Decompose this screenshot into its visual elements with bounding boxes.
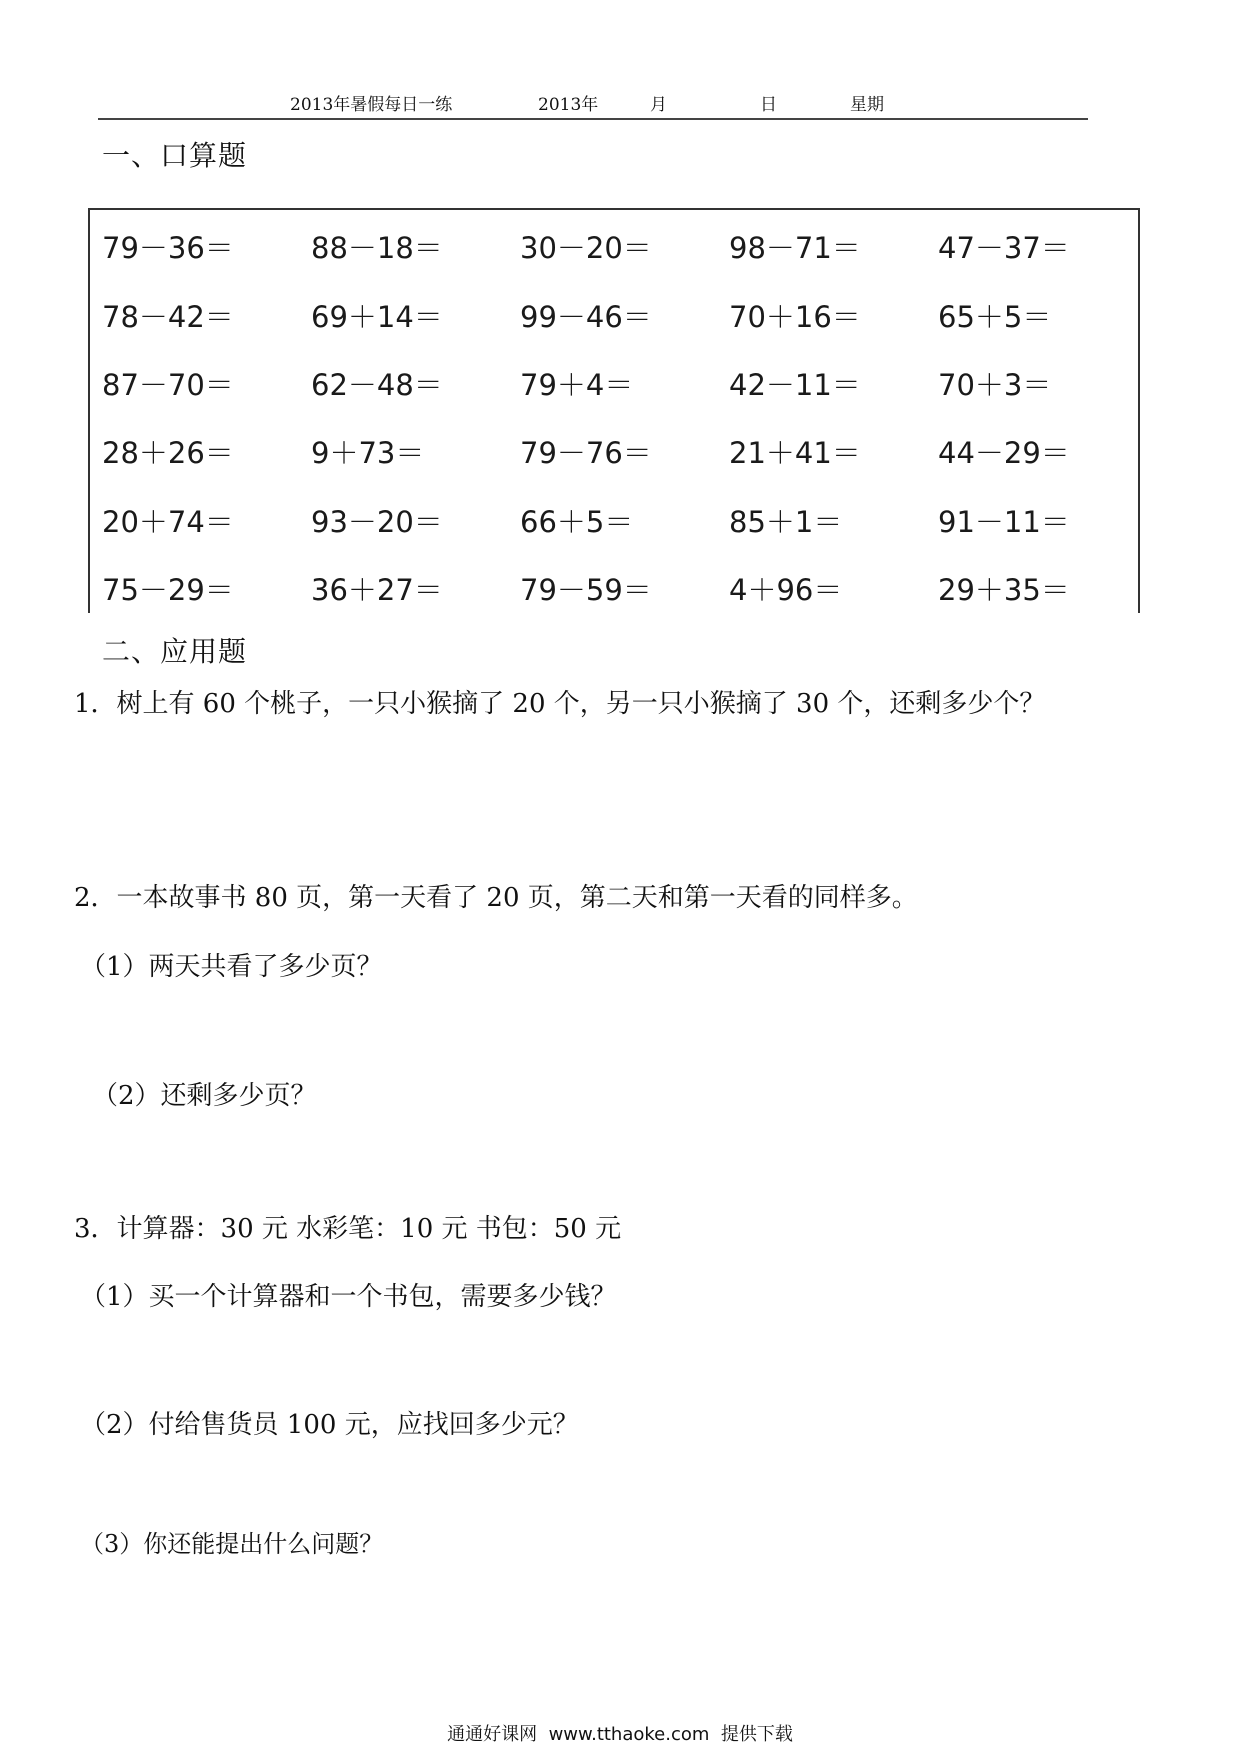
calc-cell: 9＋73＝ [311, 436, 425, 470]
calc-cell: 44－29＝ [938, 436, 1070, 470]
calc-cell: 79－59＝ [520, 573, 652, 607]
question-3-part-2: （2）付给售货员 100 元，应找回多少元？ [80, 1410, 579, 1440]
worksheet-header [98, 86, 1088, 120]
calc-cell: 29＋35＝ [938, 573, 1070, 607]
question-3: 3．计算器：30 元 水彩笔：10 元 书包：50 元 [74, 1214, 622, 1244]
calc-cell: 88－18＝ [311, 231, 443, 265]
calc-cell: 78－42＝ [102, 300, 234, 334]
calc-cell: 75－29＝ [102, 573, 234, 607]
header-month: 月 [650, 95, 667, 115]
section2-title: 二、应用题 [102, 635, 248, 668]
calc-row-6 [102, 568, 1142, 618]
footer-source: 通通好课网 www.tthaoke.com 提供下载 [447, 1724, 793, 1745]
calc-cell: 79－76＝ [520, 436, 652, 470]
section1-title: 一、口算题 [102, 139, 248, 172]
calc-cell: 70＋3＝ [938, 368, 1052, 402]
calc-cell: 47－37＝ [938, 231, 1070, 265]
calc-cell: 4＋96＝ [729, 573, 843, 607]
header-year: 2013年 [538, 95, 599, 115]
question-2: 2．一本故事书 80 页，第一天看了 20 页，第二天和第一天看的同样多。 [74, 883, 918, 913]
question-2-part-1: （1）两天共看了多少页？ [80, 952, 383, 982]
calc-cell: 87－70＝ [102, 368, 234, 402]
question-1: 1．树上有 60 个桃子，一只小猴摘了 20 个，另一只小猴摘了 30 个，还剩多少个？ [74, 689, 1046, 719]
question-3-part-1: （1）买一个计算器和一个书包，需要多少钱？ [80, 1282, 617, 1312]
calc-cell: 42－11＝ [729, 368, 861, 402]
calc-row-2 [102, 295, 1142, 345]
calc-cell: 79－36＝ [102, 231, 234, 265]
header-title: 2013年暑假每日一练 [290, 95, 453, 115]
header-day: 日 [760, 95, 777, 115]
calc-cell: 62－48＝ [311, 368, 443, 402]
calc-cell: 79＋4＝ [520, 368, 634, 402]
calc-cell: 69＋14＝ [311, 300, 443, 334]
calc-cell: 85＋1＝ [729, 505, 843, 539]
calc-cell: 91－11＝ [938, 505, 1070, 539]
calc-row-5 [102, 500, 1142, 550]
calc-row-4 [102, 431, 1142, 481]
calc-row-1 [102, 226, 1142, 276]
question-3-part-3: （3）你还能提出什么问题？ [80, 1530, 384, 1558]
calc-cell: 70＋16＝ [729, 300, 861, 334]
calc-cell: 66＋5＝ [520, 505, 634, 539]
calc-cell: 28＋26＝ [102, 436, 234, 470]
calc-cell: 93－20＝ [311, 505, 443, 539]
calc-cell: 36＋27＝ [311, 573, 443, 607]
calc-cell: 21＋41＝ [729, 436, 861, 470]
calc-cell: 20＋74＝ [102, 505, 234, 539]
calculation-table [88, 208, 1140, 613]
question-2-part-2: （2）还剩多少页？ [92, 1081, 317, 1111]
header-weekday: 星期 [850, 95, 884, 115]
calc-row-3 [102, 363, 1142, 413]
calc-cell: 65＋5＝ [938, 300, 1052, 334]
calc-cell: 99－46＝ [520, 300, 652, 334]
calc-cell: 98－71＝ [729, 231, 861, 265]
calc-cell: 30－20＝ [520, 231, 652, 265]
